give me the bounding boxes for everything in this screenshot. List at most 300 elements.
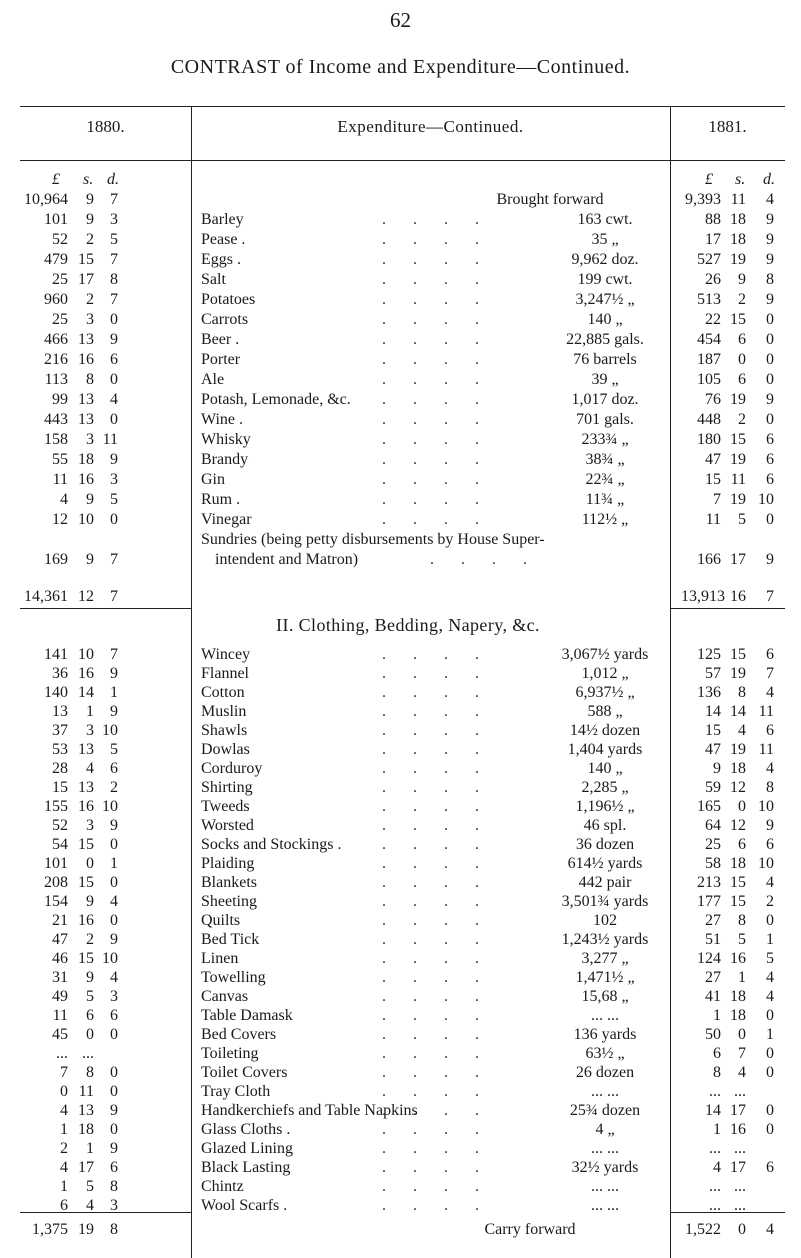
table-row bbox=[0, 683, 801, 703]
amount-pence-1881: 0 bbox=[766, 351, 774, 368]
subtotal-pounds-1881: 13,913 bbox=[681, 588, 725, 605]
amount-pence-1880: 6 bbox=[110, 1159, 118, 1176]
amount-pence-1880: 9 bbox=[110, 451, 118, 468]
amount-pence-1880: 6 bbox=[110, 1007, 118, 1024]
item-quantity: 1,196½ „ bbox=[575, 798, 635, 815]
amount-shillings-1880: 11 bbox=[78, 1083, 94, 1100]
table-row bbox=[0, 835, 801, 855]
amount-pounds-1880: 54 bbox=[52, 836, 68, 853]
amount-pounds-1880: 158 bbox=[44, 431, 68, 448]
amount-pounds-1880: 36 bbox=[52, 665, 68, 682]
table-row bbox=[0, 370, 801, 390]
amount-pounds-1881: 105 bbox=[697, 371, 721, 388]
amount-pounds-1880: 216 bbox=[44, 351, 68, 368]
amount-shillings-1881: 9 bbox=[738, 271, 746, 288]
amount-shillings-1880: 18 bbox=[78, 451, 94, 468]
subtotal-shillings-1880: 12 bbox=[78, 588, 94, 605]
sundries-row-line1 bbox=[0, 530, 801, 550]
item-quantity: 26 dozen bbox=[575, 1064, 635, 1081]
amount-pence-1881: 4 bbox=[766, 684, 774, 701]
amount-shillings-1881: 18 bbox=[730, 211, 746, 228]
table-row bbox=[0, 390, 801, 410]
amount-pence-1880: 0 bbox=[110, 912, 118, 929]
item-quantity: ... ... bbox=[591, 1178, 619, 1195]
item-quantity: 112½ „ bbox=[581, 511, 629, 528]
amount-pence-1881: 10 bbox=[758, 491, 774, 508]
amount-shillings-1881: 11 bbox=[730, 191, 746, 208]
amount-shillings-1881: 19 bbox=[730, 741, 746, 758]
amount-pounds-1881: 177 bbox=[697, 893, 721, 910]
amount-pence-1881: 11 bbox=[758, 741, 774, 758]
item-name: Vinegar bbox=[201, 511, 252, 528]
amount-pounds-1880: 49 bbox=[52, 988, 68, 1005]
leader-dots: .... bbox=[382, 931, 506, 948]
table-row bbox=[0, 330, 801, 350]
amount-pounds-1881: 41 bbox=[705, 988, 721, 1005]
amount-pounds-1881: 50 bbox=[705, 1026, 721, 1043]
item-name: Wine . bbox=[201, 411, 244, 428]
amount-shillings-1881: 11 bbox=[730, 471, 746, 488]
amount-pounds-1880: 6 bbox=[60, 1197, 68, 1214]
item-quantity: ... ... bbox=[591, 1197, 619, 1214]
amount-pence-1880: 8 bbox=[110, 1178, 118, 1195]
leader-dots: .... bbox=[382, 291, 506, 308]
item-name: Ale bbox=[201, 371, 225, 388]
table-row bbox=[0, 873, 801, 893]
amount-pounds-1880: 11 bbox=[52, 1007, 68, 1024]
leader-dots: .... bbox=[382, 271, 506, 288]
brought-forward-label: Brought forward bbox=[496, 191, 604, 208]
subtotal-pence-1881: 7 bbox=[766, 588, 774, 605]
amount-shillings-1880: 13 bbox=[78, 1102, 94, 1119]
amount-shillings-1881: 15 bbox=[730, 646, 746, 663]
amount-pence-1881: 4 bbox=[766, 988, 774, 1005]
leader-dots: .... bbox=[382, 665, 506, 682]
amount-shillings-1881: 6 bbox=[738, 371, 746, 388]
carry-pence-1881: 4 bbox=[766, 1221, 774, 1238]
amount-pounds-1881: 6 bbox=[713, 1045, 721, 1062]
amount-shillings-1880: 15 bbox=[78, 874, 94, 891]
amount-shillings-1880: 16 bbox=[78, 351, 94, 368]
item-name: Gin bbox=[201, 471, 225, 488]
amount-shillings-1880: 8 bbox=[86, 371, 94, 388]
amount-pounds-1881: 22 bbox=[705, 311, 721, 328]
amount-pounds-1880: 155 bbox=[44, 798, 68, 815]
amount-pence-1881: 4 bbox=[766, 760, 774, 777]
amount-shillings-1880: 15 bbox=[78, 251, 94, 268]
amount-shillings-1880: 16 bbox=[78, 912, 94, 929]
item-quantity: 1,471½ „ bbox=[575, 969, 635, 986]
item-name: Corduroy bbox=[201, 760, 263, 777]
carry-forward-label: Carry forward bbox=[484, 1221, 576, 1238]
amount-shillings-1881: 0 bbox=[738, 798, 746, 815]
amount-pence-1881: 4 bbox=[766, 969, 774, 986]
amount-shillings-1881: 5 bbox=[738, 931, 746, 948]
amount-pounds-1881: 9 bbox=[713, 760, 721, 777]
amount-shillings-1881: 18 bbox=[730, 231, 746, 248]
item-name: Socks and Stockings . bbox=[201, 836, 342, 853]
amount-pence-1881: 11 bbox=[758, 703, 774, 720]
amount-pence-1880: 4 bbox=[110, 969, 118, 986]
item-quantity: 136 yards bbox=[573, 1026, 637, 1043]
amount-pence-1880: 9 bbox=[110, 817, 118, 834]
amount-pence-1881: 10 bbox=[758, 798, 774, 815]
item-name: Toileting bbox=[201, 1045, 259, 1062]
table-row bbox=[0, 778, 801, 798]
amount-pence-1881: 8 bbox=[766, 271, 774, 288]
amount-pounds-1880: 46 bbox=[52, 950, 68, 967]
table-row bbox=[0, 1025, 801, 1045]
table-row bbox=[0, 702, 801, 722]
amount-pence-1880: 0 bbox=[110, 511, 118, 528]
leader-dots: .... bbox=[382, 391, 506, 408]
amount-shillings-1881: 19 bbox=[730, 391, 746, 408]
item-quantity: 3,067½ yards bbox=[561, 646, 649, 663]
amount-pounds-1880: 0 bbox=[60, 1083, 68, 1100]
brought-forward-row bbox=[0, 190, 801, 210]
amount-shillings-1881: 19 bbox=[730, 491, 746, 508]
amount-shillings-1881: 19 bbox=[730, 251, 746, 268]
amount-shillings-1880: 15 bbox=[78, 950, 94, 967]
leader-dots: .... bbox=[382, 760, 506, 777]
leader-dots: .... bbox=[382, 912, 506, 929]
amount-shillings-1880: 16 bbox=[78, 471, 94, 488]
amount-shillings-1880: 0 bbox=[86, 1026, 94, 1043]
amount-shillings-1881: 19 bbox=[730, 451, 746, 468]
amount-pounds-1880: 99 bbox=[52, 391, 68, 408]
table-row bbox=[0, 290, 801, 310]
amount-pence-1880: 6 bbox=[110, 351, 118, 368]
amount-pence-1880: 3 bbox=[110, 988, 118, 1005]
item-name: Potatoes bbox=[201, 291, 256, 308]
item-quantity: 35 „ bbox=[591, 231, 619, 248]
amount-shillings-1880: 9 bbox=[86, 191, 94, 208]
amount-pence-1880: 0 bbox=[110, 371, 118, 388]
item-name: Canvas bbox=[201, 988, 249, 1005]
item-quantity: ... ... bbox=[591, 1083, 619, 1100]
item-quantity: 38¾ „ bbox=[585, 451, 625, 468]
amount-shillings-1881: ... bbox=[734, 1140, 746, 1157]
amount-pence-1881: 0 bbox=[766, 1045, 774, 1062]
leader-dots: .... bbox=[382, 950, 506, 967]
amount-pounds-1881: 58 bbox=[705, 855, 721, 872]
amount-pounds-1881: 1 bbox=[713, 1007, 721, 1024]
table-row bbox=[0, 721, 801, 741]
pounds-unit-left: £ bbox=[52, 171, 60, 188]
item-quantity: 6,937½ „ bbox=[575, 684, 635, 701]
leader-dots: .... bbox=[382, 874, 506, 891]
item-name: Shawls bbox=[201, 722, 248, 739]
item-name: Eggs . bbox=[201, 251, 241, 268]
amount-pounds-1881: 166 bbox=[697, 551, 721, 568]
amount-shillings-1880: 18 bbox=[78, 1121, 94, 1138]
item-quantity: 25¾ dozen bbox=[569, 1102, 641, 1119]
leader-dots: .... bbox=[382, 722, 506, 739]
amount-pence-1881: 10 bbox=[758, 855, 774, 872]
amount-shillings-1880: 15 bbox=[78, 836, 94, 853]
item-name: Towelling bbox=[201, 969, 266, 986]
item-quantity: 3,277 „ bbox=[581, 950, 629, 967]
amount-shillings-1880: 2 bbox=[86, 231, 94, 248]
amount-pence-1881: 9 bbox=[766, 391, 774, 408]
item-name: Bed Covers bbox=[201, 1026, 277, 1043]
amount-shillings-1880: 1 bbox=[86, 1140, 94, 1157]
item-quantity: 3,501¾ yards bbox=[561, 893, 649, 910]
amount-pounds-1880: 443 bbox=[44, 411, 68, 428]
item-quantity: 1,243½ yards bbox=[561, 931, 649, 948]
item-name: Rum . bbox=[201, 491, 241, 508]
amount-pounds-1881: 14 bbox=[705, 703, 721, 720]
amount-shillings-1880: 14 bbox=[78, 684, 94, 701]
amount-pounds-1880: 13 bbox=[52, 703, 68, 720]
leader-dots: .... bbox=[382, 1064, 506, 1081]
amount-pence-1881: 9 bbox=[766, 551, 774, 568]
amount-pence-1881: 0 bbox=[766, 371, 774, 388]
amount-pounds-1880: 1 bbox=[60, 1121, 68, 1138]
sundries-label-line1: Sundries (being petty disbursements by House Super- bbox=[201, 531, 545, 548]
subtotal-shillings-1881: 16 bbox=[730, 588, 746, 605]
amount-pounds-1880: 52 bbox=[52, 231, 68, 248]
amount-shillings-1881: 15 bbox=[730, 874, 746, 891]
leader-dots: .... bbox=[382, 1140, 506, 1157]
amount-pounds-1881: 25 bbox=[705, 836, 721, 853]
amount-pence-1880: 7 bbox=[110, 251, 118, 268]
leader-dots: .... bbox=[382, 1121, 506, 1138]
amount-pence-1881: 0 bbox=[766, 511, 774, 528]
amount-pence-1881: 1 bbox=[766, 931, 774, 948]
amount-pence-1881: 0 bbox=[766, 912, 774, 929]
amount-pence-1881: 9 bbox=[766, 231, 774, 248]
item-quantity: 163 cwt. bbox=[577, 211, 633, 228]
amount-shillings-1880: 13 bbox=[78, 779, 94, 796]
amount-shillings-1881: 4 bbox=[738, 1064, 746, 1081]
amount-pence-1881: 6 bbox=[766, 431, 774, 448]
amount-shillings-1880: 1 bbox=[86, 703, 94, 720]
amount-pence-1880: 0 bbox=[110, 1064, 118, 1081]
carry-pounds-1881: 1,522 bbox=[685, 1221, 721, 1238]
table-row bbox=[0, 987, 801, 1007]
column-header-1880: 1880. bbox=[86, 117, 125, 136]
amount-shillings-1880: 3 bbox=[86, 311, 94, 328]
table-row bbox=[0, 210, 801, 230]
leader-dots: .... bbox=[382, 703, 506, 720]
sundries-label-line2: intendent and Matron) bbox=[215, 551, 359, 568]
amount-pence-1881: 0 bbox=[766, 1121, 774, 1138]
amount-shillings-1881: 18 bbox=[730, 988, 746, 1005]
leader-dots: .... bbox=[382, 431, 506, 448]
item-quantity: 3,247½ „ bbox=[575, 291, 635, 308]
amount-pence-1880: 1 bbox=[110, 684, 118, 701]
carry-rule-left bbox=[20, 1212, 191, 1213]
amount-shillings-1881: 17 bbox=[730, 551, 746, 568]
item-quantity: 1,017 doz. bbox=[571, 391, 639, 408]
carry-rule-right bbox=[670, 1212, 785, 1213]
item-quantity: 32½ yards bbox=[571, 1159, 639, 1176]
amount-pence-1880: 8 bbox=[110, 271, 118, 288]
amount-pounds-1881: ... bbox=[709, 1178, 721, 1195]
item-name: Plaiding bbox=[201, 855, 255, 872]
amount-pounds-1881: 213 bbox=[697, 874, 721, 891]
amount-pounds-1881: 513 bbox=[697, 291, 721, 308]
item-quantity: 11¾ „ bbox=[585, 491, 625, 508]
leader-dots: .... bbox=[382, 451, 506, 468]
amount-shillings-1881: ... bbox=[734, 1197, 746, 1214]
amount-pence-1880: 1 bbox=[110, 855, 118, 872]
table-row bbox=[0, 1082, 801, 1102]
table-row bbox=[0, 968, 801, 988]
amount-pence-1880: 0 bbox=[110, 311, 118, 328]
item-quantity: 4 „ bbox=[595, 1121, 615, 1138]
amount-pounds-1880: 208 bbox=[44, 874, 68, 891]
table-row bbox=[0, 450, 801, 470]
item-quantity: 140 „ bbox=[587, 760, 623, 777]
amount-pounds-1880: 113 bbox=[44, 371, 68, 388]
amount-shillings-1880: 9 bbox=[86, 491, 94, 508]
amount-pence-1880: 6 bbox=[110, 760, 118, 777]
amount-shillings-1881: 17 bbox=[730, 1159, 746, 1176]
amount-shillings-1880: 13 bbox=[78, 391, 94, 408]
amount-pence-1880: 10 bbox=[102, 950, 118, 967]
amount-pence-1881: 9 bbox=[766, 817, 774, 834]
amount-pence-1880: 2 bbox=[110, 779, 118, 796]
amount-shillings-1881: 1 bbox=[738, 969, 746, 986]
column-header-expenditure: Expenditure—Continued. bbox=[337, 117, 524, 136]
table-row bbox=[0, 930, 801, 950]
amount-pence-1880: 9 bbox=[110, 1140, 118, 1157]
amount-pounds-1880: 7 bbox=[60, 1064, 68, 1081]
item-quantity: 9,962 doz. bbox=[571, 251, 639, 268]
item-name: Quilts bbox=[201, 912, 241, 929]
amount-pence-1881: 5 bbox=[766, 950, 774, 967]
item-name: Wincey bbox=[201, 646, 251, 663]
amount-shillings-1880: 17 bbox=[78, 271, 94, 288]
leader-dots: .... bbox=[382, 311, 506, 328]
table-row bbox=[0, 664, 801, 684]
item-name: Potash, Lemonade, &c. bbox=[201, 391, 351, 408]
leader-dots: .... bbox=[382, 817, 506, 834]
amount-pounds-1881: 47 bbox=[705, 451, 721, 468]
amount-pence-1880: 9 bbox=[110, 1102, 118, 1119]
leader-dots: .... bbox=[382, 371, 506, 388]
leader-dots: .... bbox=[382, 893, 506, 910]
table-row bbox=[0, 470, 801, 490]
shillings-unit-left: s. bbox=[83, 171, 94, 188]
amount-pence-1880: 0 bbox=[110, 836, 118, 853]
item-name: Carrots bbox=[201, 311, 249, 328]
leader-dots: .... bbox=[382, 1026, 506, 1043]
amount-shillings-1881: 2 bbox=[738, 291, 746, 308]
amount-shillings-1880: 13 bbox=[78, 741, 94, 758]
table-row bbox=[0, 1158, 801, 1178]
amount-pounds-1880: 479 bbox=[44, 251, 68, 268]
leader-dots: .... bbox=[382, 1045, 506, 1062]
item-name: Porter bbox=[201, 351, 241, 368]
amount-shillings-1880: 9 bbox=[86, 551, 94, 568]
table-row bbox=[0, 1177, 801, 1197]
amount-shillings-1881: 18 bbox=[730, 1007, 746, 1024]
amount-pence-1881: 2 bbox=[766, 893, 774, 910]
amount-pence-1881: 7 bbox=[766, 665, 774, 682]
leader-dots: .... bbox=[382, 969, 506, 986]
item-name: Dowlas bbox=[201, 741, 250, 758]
amount-pence-1881: 0 bbox=[766, 331, 774, 348]
amount-pence-1880: 9 bbox=[110, 331, 118, 348]
amount-pounds-1881: 8 bbox=[713, 1064, 721, 1081]
amount-pounds-1881: 180 bbox=[697, 431, 721, 448]
amount-pounds-1880: 4 bbox=[60, 1159, 68, 1176]
amount-pounds-1880: 11 bbox=[52, 471, 68, 488]
amount-pounds-1881: 15 bbox=[705, 471, 721, 488]
amount-pounds-1880: 4 bbox=[60, 1102, 68, 1119]
amount-pence-1880: 5 bbox=[110, 741, 118, 758]
item-quantity: 14½ dozen bbox=[569, 722, 641, 739]
amount-pounds-1881: 27 bbox=[705, 912, 721, 929]
item-name: Brandy bbox=[201, 451, 249, 468]
amount-pounds-1881: 7 bbox=[713, 491, 721, 508]
amount-shillings-1880: 13 bbox=[78, 411, 94, 428]
item-name: Muslin bbox=[201, 703, 247, 720]
amount-pence-1881: 6 bbox=[766, 722, 774, 739]
amount-pence-1880: 0 bbox=[110, 1083, 118, 1100]
amount-shillings-1881: 18 bbox=[730, 760, 746, 777]
amount-pounds-1880: 960 bbox=[44, 291, 68, 308]
shillings-unit-right: s. bbox=[735, 171, 746, 188]
pence-unit-right: d. bbox=[763, 171, 775, 188]
amount-pence-1880: 7 bbox=[110, 551, 118, 568]
amount-shillings-1880: 2 bbox=[86, 291, 94, 308]
amount-pounds-1880: 55 bbox=[52, 451, 68, 468]
item-quantity: ... ... bbox=[591, 1140, 619, 1157]
amount-shillings-1881: 15 bbox=[730, 893, 746, 910]
table-row bbox=[0, 1139, 801, 1159]
amount-pounds-1880: 101 bbox=[44, 855, 68, 872]
amount-pence-1881: 6 bbox=[766, 451, 774, 468]
amount-pence-1880: 4 bbox=[110, 391, 118, 408]
amount-pence-1881: 6 bbox=[766, 471, 774, 488]
item-name: Barley bbox=[201, 211, 244, 228]
item-quantity: 63½ „ bbox=[585, 1045, 625, 1062]
amount-pence-1880: 0 bbox=[110, 1121, 118, 1138]
amount-shillings-1881: 12 bbox=[730, 779, 746, 796]
leader-dots: .... bbox=[382, 1197, 506, 1214]
amount-pence-1880: 9 bbox=[110, 703, 118, 720]
amount-shillings-1881: 14 bbox=[730, 703, 746, 720]
amount-pounds-1881: 26 bbox=[705, 271, 721, 288]
item-quantity: 1,012 „ bbox=[581, 665, 629, 682]
amount-pounds-1881: ... bbox=[709, 1140, 721, 1157]
amount-pounds-1880: 31 bbox=[52, 969, 68, 986]
pounds-unit-right: £ bbox=[705, 171, 713, 188]
amount-shillings-1880: 9 bbox=[86, 893, 94, 910]
item-name: Shirting bbox=[201, 779, 253, 796]
amount-shillings-1881: ... bbox=[734, 1083, 746, 1100]
subtotal-pence-1880: 7 bbox=[110, 588, 118, 605]
sundries-row bbox=[0, 550, 801, 570]
amount-pence-1880: 5 bbox=[110, 231, 118, 248]
amount-pence-1881: 4 bbox=[766, 874, 774, 891]
amount-pounds-1881: 27 bbox=[705, 969, 721, 986]
item-quantity: 15,68 „ bbox=[581, 988, 629, 1005]
amount-pence-1880: 7 bbox=[110, 191, 118, 208]
amount-shillings-1881: 8 bbox=[738, 684, 746, 701]
table-row bbox=[0, 270, 801, 290]
amount-shillings-1881: 16 bbox=[730, 950, 746, 967]
leader-dots: .... bbox=[382, 331, 506, 348]
amount-shillings-1881: 4 bbox=[738, 722, 746, 739]
subtotal-row bbox=[0, 587, 801, 607]
amount-shillings-1881: 0 bbox=[738, 351, 746, 368]
item-quantity: 22¾ „ bbox=[585, 471, 625, 488]
